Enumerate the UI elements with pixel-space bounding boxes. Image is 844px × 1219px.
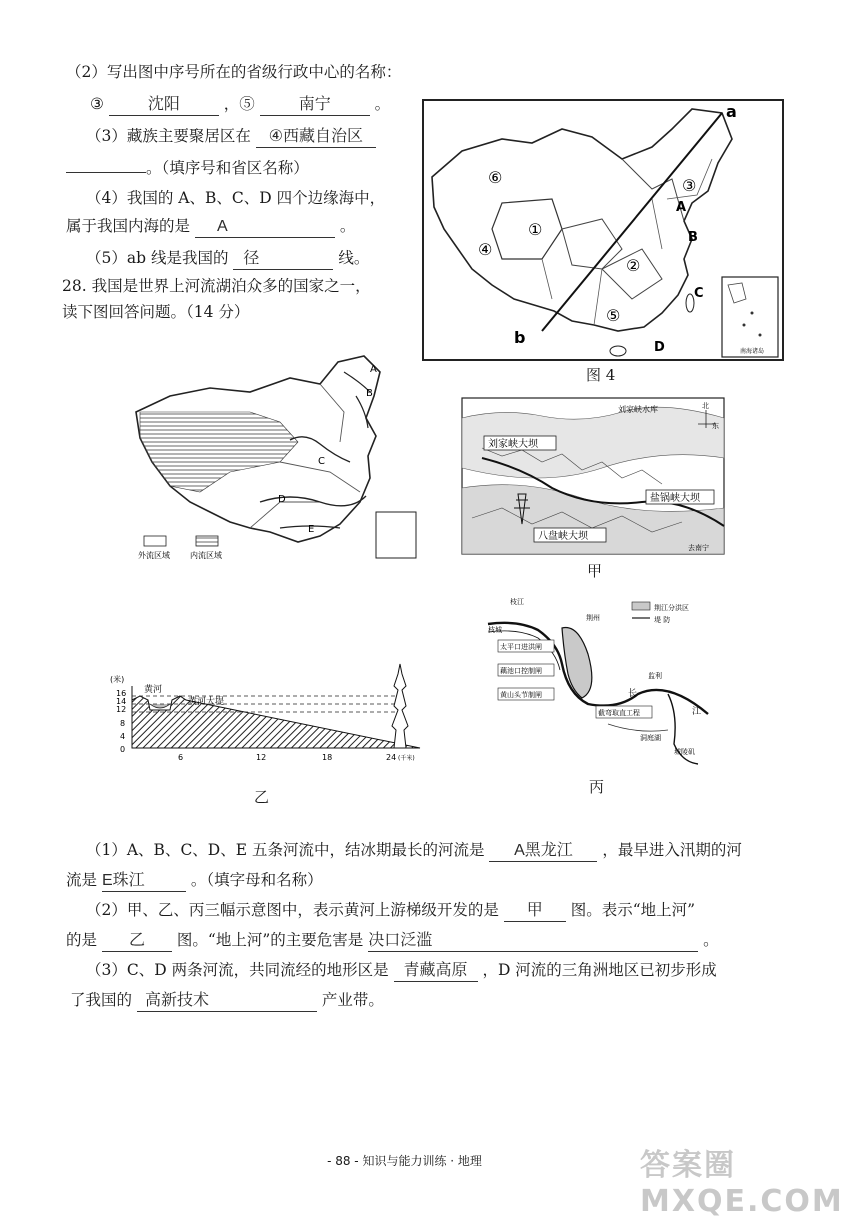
svg-text:4: 4 xyxy=(120,732,126,741)
answer-flood-breach: 决口泛滥 xyxy=(368,931,698,952)
river-B: B xyxy=(366,388,373,399)
answer-tibet: ④西藏自治区 xyxy=(256,127,376,148)
compass-north: 北 xyxy=(702,402,709,410)
figure-yi-profile xyxy=(110,660,430,770)
south-sea-inset xyxy=(722,277,778,357)
q27-part3: （3）藏族主要聚居区在 ④西藏自治区 xyxy=(86,126,376,148)
label-b: b xyxy=(514,328,526,347)
label-bapanxia-dam: 八盘峡大坝 xyxy=(538,531,588,542)
legend-diversion: 荆江分洪区 xyxy=(654,604,689,612)
answer-zhujiang: E珠江 xyxy=(102,871,186,892)
region-4: ④ xyxy=(478,240,493,259)
page-footer: - 88 - 知识与能力训练 · 地理 xyxy=(327,1154,482,1168)
q27-part5: （5）ab 线是我国的 径 线。 xyxy=(86,248,369,270)
label-liujiaxia-dam: 刘家峡大坝 xyxy=(488,439,538,450)
label-yanguoxia-dam: 盐锅峡大坝 xyxy=(650,493,700,504)
place-zhijiang: 枝江 xyxy=(510,598,524,606)
answer-heilongjiang: A黑龙江 xyxy=(489,841,597,862)
sea-C: C xyxy=(694,286,704,301)
svg-text:12: 12 xyxy=(256,753,267,762)
q27-part2-answers: ③ 沈阳 ，⑤ 南宁 。 xyxy=(90,94,390,116)
legend-interior: 内流区域 xyxy=(190,551,222,560)
q28-part3: （3）C、D 两条河流，共同流经的地形区是 青藏高原 ，D 河流的三角洲地区已初步形成 xyxy=(86,960,717,982)
figure-bing-jingjiang xyxy=(478,594,714,770)
gate-taipingkou: 太平口进洪闸 xyxy=(500,643,542,651)
q28-stem-line2: 读下图回答问题。（14 分） xyxy=(62,303,250,321)
blank-line xyxy=(66,172,146,173)
y-unit: (米) xyxy=(110,675,125,684)
q27-part2: （2）写出图中序号所在的省级行政中心的名称： xyxy=(66,63,402,81)
answer-nanning: 南宁 xyxy=(260,95,370,116)
svg-text:0: 0 xyxy=(120,745,126,754)
q28-part3-cont: 了我国的 高新技术 产业带。 xyxy=(70,990,384,1012)
place-jingzhou: 荆州 xyxy=(586,614,600,622)
answer-jia: 甲 xyxy=(504,901,566,922)
q27-part3-end: 。（填序号和省区名称） xyxy=(66,158,309,178)
gate-ouchikou: 藕池口控制闸 xyxy=(500,667,542,675)
figure-jia-caption: 甲 xyxy=(587,562,603,580)
label-liujiaxia-reservoir: 刘家峡水库 xyxy=(618,405,658,414)
river-C: C xyxy=(318,456,325,467)
river-D: D xyxy=(278,494,286,505)
answer-yi: 乙 xyxy=(102,931,172,952)
svg-text:南海诸岛: 南海诸岛 xyxy=(740,348,765,355)
region-2: ② xyxy=(626,256,641,275)
svg-text:16: 16 xyxy=(116,689,127,698)
q28-part2-cont: 的是 乙 图。“地上河”的主要危害是 决口泛滥 。 xyxy=(66,930,719,952)
figure4-caption: 图 4 xyxy=(586,366,616,384)
place-jianli: 监利 xyxy=(648,672,662,680)
svg-text:18: 18 xyxy=(322,753,333,762)
compass-east: 东 xyxy=(712,422,719,430)
gate-huangshantou: 黄山头节制闸 xyxy=(500,691,542,699)
river-jiang: 江 xyxy=(692,707,702,717)
svg-text:24: 24 xyxy=(386,753,397,762)
answer-longitude: 径 xyxy=(233,249,333,270)
svg-text:6: 6 xyxy=(178,753,184,762)
svg-text:12: 12 xyxy=(116,705,127,714)
region-5: ⑤ xyxy=(606,306,621,325)
x-unit: (千米) xyxy=(398,755,415,762)
q27-part4-answer: 属于我国内海的是 A 。 xyxy=(66,216,355,238)
sea-D: D xyxy=(654,340,665,355)
svg-text:14: 14 xyxy=(116,697,127,706)
river-E: E xyxy=(308,524,315,535)
figure-yi-caption: 乙 xyxy=(254,788,270,806)
figure-jia-dams xyxy=(462,398,724,554)
river-drainage-map xyxy=(130,352,422,564)
answer-hightech: 高新技术 xyxy=(137,991,317,1012)
label-yellow-river: 黄河 xyxy=(144,685,163,695)
answer-qinghai-tibet: 青藏高原 xyxy=(394,961,478,982)
sea-A: A xyxy=(676,200,687,215)
project-cutoff: 截弯取直工程 xyxy=(598,709,640,717)
region-1: ① xyxy=(528,220,543,239)
answer-inland-sea: A xyxy=(195,217,335,238)
place-chenglingji: 城陵矶 xyxy=(674,748,695,756)
q28-part2: （2）甲、乙、丙三幅示意图中，表示黄河上游梯级开发的是 甲 图。表示“地上河” xyxy=(86,900,695,922)
q28-stem-line1: 28. 我国是世界上河流湖泊众多的国家之一， xyxy=(62,277,371,295)
place-zhicheng: 枝城 xyxy=(488,626,502,634)
q27-part4: （4）我国的 A、B、C、D 四个边缘海中， xyxy=(86,189,386,207)
region-3: ③ xyxy=(682,176,697,195)
figure-bing-caption: 丙 xyxy=(589,778,605,796)
svg-text:8: 8 xyxy=(120,719,126,728)
river-A: A xyxy=(370,364,377,375)
place-dongting: 洞庭湖 xyxy=(640,734,661,742)
q28-part1-cont: 流是 E珠江 。（填字母和名称） xyxy=(66,870,323,892)
label-yellow-river-dike: 黄河大堤 xyxy=(188,697,225,707)
watermark-logo: 答案圈 MXQE.COM xyxy=(640,1148,844,1219)
figure4-map xyxy=(422,99,784,361)
legend-exterior: 外流区域 xyxy=(138,551,170,560)
label-a: a xyxy=(726,102,737,121)
legend-dike: 堤 防 xyxy=(654,616,671,624)
label-to-nanning: 去南宁 xyxy=(688,544,709,552)
region-6: ⑥ xyxy=(488,168,503,187)
sea-B: B xyxy=(688,230,698,245)
river-chang: 长 xyxy=(628,689,638,699)
q28-part1: （1）A、B、C、D、E 五条河流中，结冰期最长的河流是 A黑龙江 ，最早进入汛期的河 xyxy=(86,840,742,862)
answer-shenyang: 沈阳 xyxy=(109,95,219,116)
